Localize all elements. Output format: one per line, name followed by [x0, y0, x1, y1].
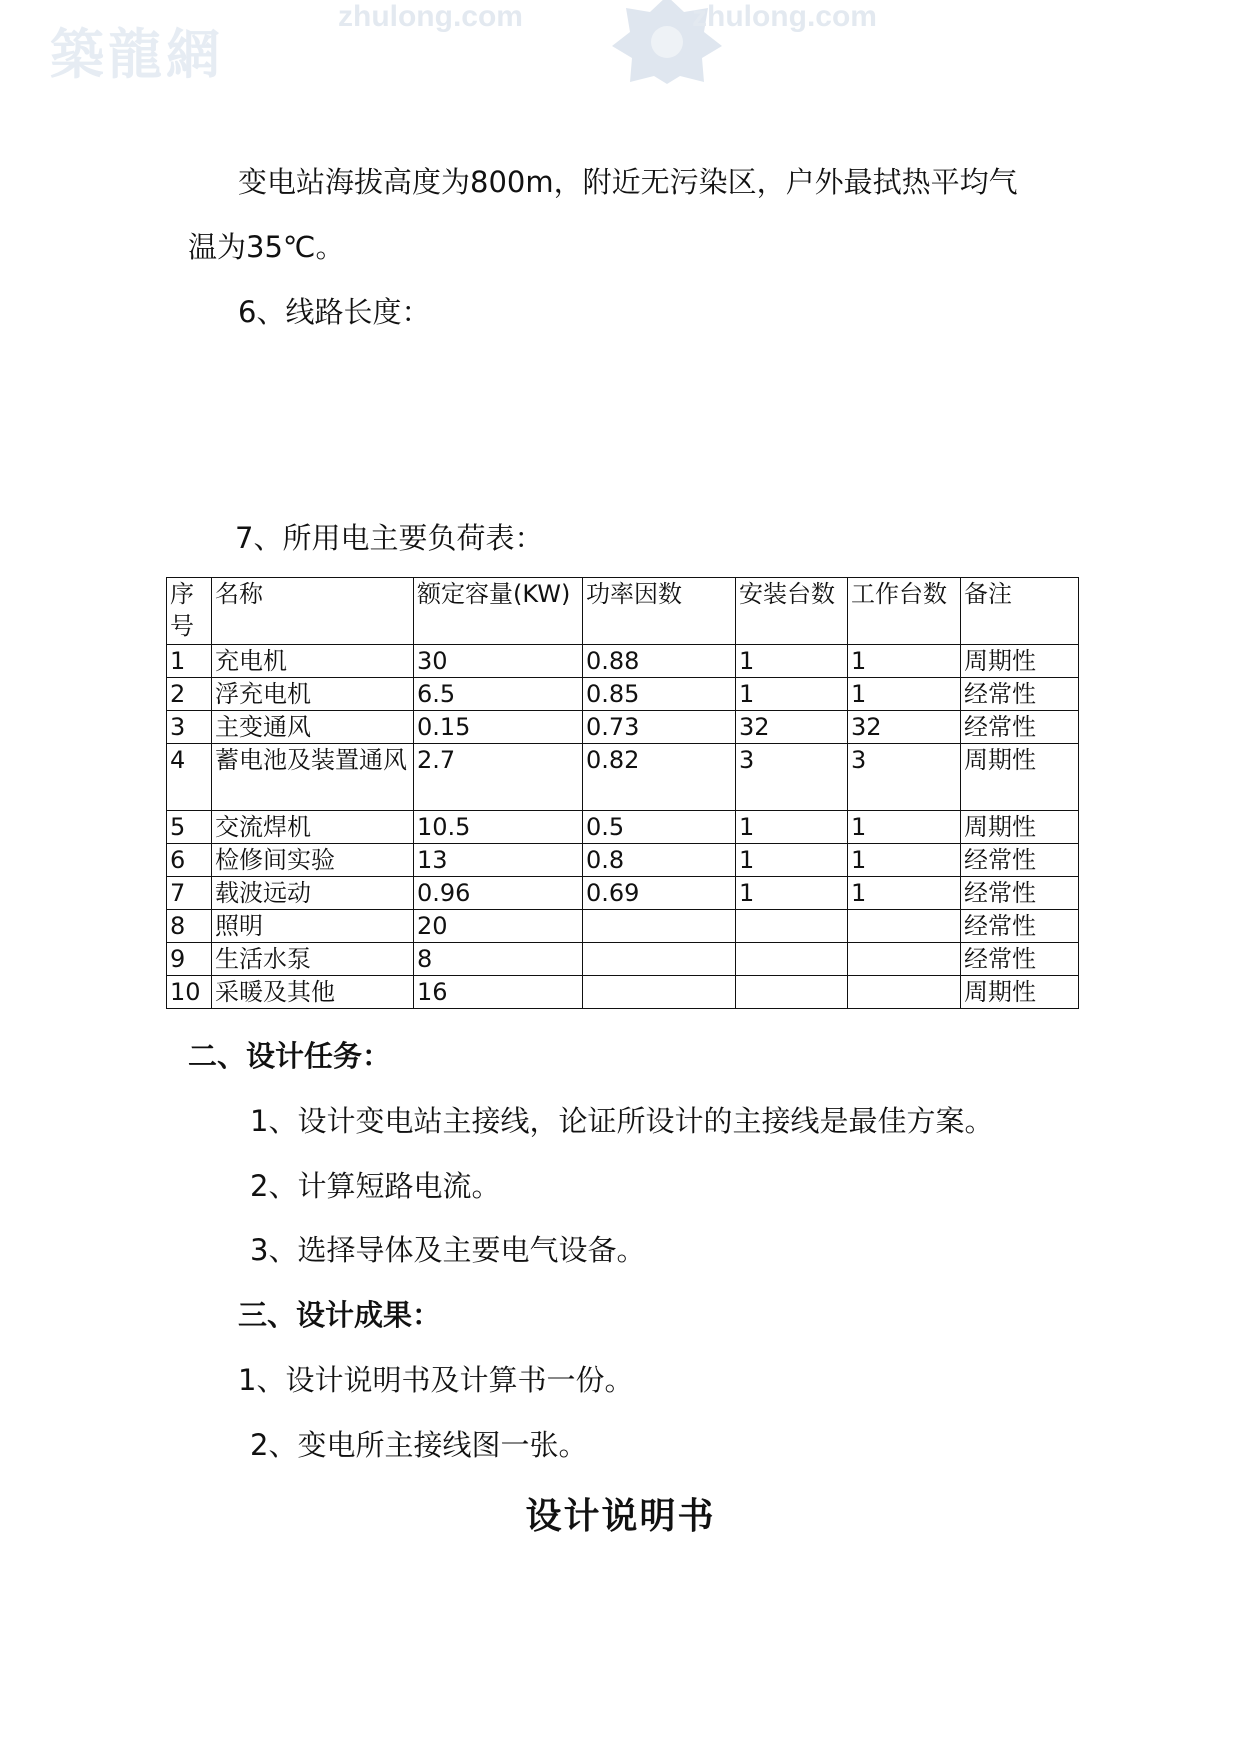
para-altitude-line1: 变电站海拔高度为800m，附近无污染区，户外最拭热平均气 — [238, 165, 1018, 199]
task-item: 3、选择导体及主要电气设备。 — [250, 1233, 646, 1267]
table-row — [167, 744, 1079, 811]
header-cell: 额定容量(KW) — [414, 578, 583, 645]
table-cell: 主变通风 — [212, 711, 414, 744]
table-cell — [583, 976, 736, 1009]
table-cell — [736, 943, 848, 976]
table-cell: 8 — [167, 910, 212, 943]
table-cell: 0.82 — [583, 744, 736, 811]
table-cell: 周期性 — [961, 645, 1079, 678]
table-cell: 3 — [736, 744, 848, 811]
table-cell: 采暖及其他 — [212, 976, 414, 1009]
table-cell: 5 — [167, 811, 212, 844]
table-cell: 0.69 — [583, 877, 736, 910]
table-row — [167, 943, 1079, 976]
table-cell: 2.7 — [414, 744, 583, 811]
table-cell: 7 — [167, 877, 212, 910]
task-item: 2、计算短路电流。 — [250, 1169, 501, 1203]
table-cell: 经常性 — [961, 943, 1079, 976]
table-cell — [736, 910, 848, 943]
table-cell: 32 — [848, 711, 961, 744]
table-cell: 8 — [414, 943, 583, 976]
header-cell: 工作台数 — [848, 578, 961, 645]
table-cell: 浮充电机 — [212, 678, 414, 711]
table-header-row — [167, 578, 1079, 645]
table-cell: 0.85 — [583, 678, 736, 711]
table-cell: 交流焊机 — [212, 811, 414, 844]
header-cell: 功率因数 — [583, 578, 736, 645]
table-cell: 0.15 — [414, 711, 583, 744]
result-item: 2、变电所主接线图一张。 — [250, 1428, 588, 1462]
table-cell: 3 — [848, 744, 961, 811]
table-cell: 0.73 — [583, 711, 736, 744]
section-heading-design-tasks: 二、设计任务： — [188, 1039, 392, 1073]
table-cell: 1 — [848, 811, 961, 844]
table-cell: 1 — [736, 645, 848, 678]
table-cell: 生活水泵 — [212, 943, 414, 976]
table-cell: 0.96 — [414, 877, 583, 910]
table-cell: 照明 — [212, 910, 414, 943]
table-cell: 1 — [167, 645, 212, 678]
table-cell: 充电机 — [212, 645, 414, 678]
header-cell: 名称 — [212, 578, 414, 645]
table-cell: 20 — [414, 910, 583, 943]
table-row — [167, 711, 1079, 744]
table-cell: 1 — [736, 844, 848, 877]
table-cell: 经常性 — [961, 678, 1079, 711]
table-cell — [583, 910, 736, 943]
table-cell: 经常性 — [961, 711, 1079, 744]
table-row — [167, 645, 1079, 678]
table-cell: 16 — [414, 976, 583, 1009]
item-line-length: 6、线路长度： — [238, 295, 431, 329]
header-cell: 安装台数 — [736, 578, 848, 645]
table-cell: 载波远动 — [212, 877, 414, 910]
table-cell: 6 — [167, 844, 212, 877]
table-cell: 32 — [736, 711, 848, 744]
table-cell: 周期性 — [961, 976, 1079, 1009]
table-cell: 13 — [414, 844, 583, 877]
table-row — [167, 877, 1079, 910]
table-cell: 3 — [167, 711, 212, 744]
table-cell: 周期性 — [961, 811, 1079, 844]
table-cell: 1 — [848, 877, 961, 910]
table-cell: 1 — [848, 645, 961, 678]
doc-title: 设计说明书 — [525, 1496, 716, 1537]
table-cell: 4 — [167, 744, 212, 811]
table-cell: 周期性 — [961, 744, 1079, 811]
section-heading-design-results: 三、设计成果： — [238, 1298, 442, 1332]
table-cell: 经常性 — [961, 844, 1079, 877]
table-cell: 6.5 — [414, 678, 583, 711]
table-row — [167, 976, 1079, 1009]
table-row — [167, 910, 1079, 943]
table-cell: 1 — [736, 811, 848, 844]
table-cell: 10.5 — [414, 811, 583, 844]
table-cell: 1 — [736, 877, 848, 910]
table-cell — [736, 976, 848, 1009]
watermark-url-left: zhulong.com — [338, 0, 523, 33]
table-cell: 经常性 — [961, 877, 1079, 910]
table-cell: 检修间实验 — [212, 844, 414, 877]
table-cell — [848, 910, 961, 943]
table-cell — [848, 976, 961, 1009]
header-cell: 序号 — [167, 578, 212, 645]
watermark-logo: 築龍網 — [50, 22, 224, 86]
table-cell: 蓄电池及装置通风 — [212, 744, 414, 811]
table-cell: 30 — [414, 645, 583, 678]
table-cell: 经常性 — [961, 910, 1079, 943]
table-row — [167, 678, 1079, 711]
table-cell: 1 — [848, 844, 961, 877]
table-row — [167, 811, 1079, 844]
table-cell: 2 — [167, 678, 212, 711]
table-cell: 0.5 — [583, 811, 736, 844]
header-cell: 备注 — [961, 578, 1079, 645]
table-cell: 9 — [167, 943, 212, 976]
load-table — [166, 577, 1079, 1009]
table-cell: 0.88 — [583, 645, 736, 678]
item-load-table-title: 7、所用电主要负荷表： — [235, 521, 544, 555]
table-cell: 1 — [848, 678, 961, 711]
result-item: 1、设计说明书及计算书一份。 — [238, 1363, 634, 1397]
table-cell: 0.8 — [583, 844, 736, 877]
watermark-url-right: zhulong.com — [692, 0, 877, 33]
table-cell — [848, 943, 961, 976]
table-cell — [583, 943, 736, 976]
table-cell: 1 — [736, 678, 848, 711]
para-altitude-line2: 温为35℃。 — [188, 230, 345, 264]
table-cell: 10 — [167, 976, 212, 1009]
task-item: 1、设计变电站主接线，论证所设计的主接线是最佳方案。 — [250, 1104, 994, 1138]
table-row — [167, 844, 1079, 877]
